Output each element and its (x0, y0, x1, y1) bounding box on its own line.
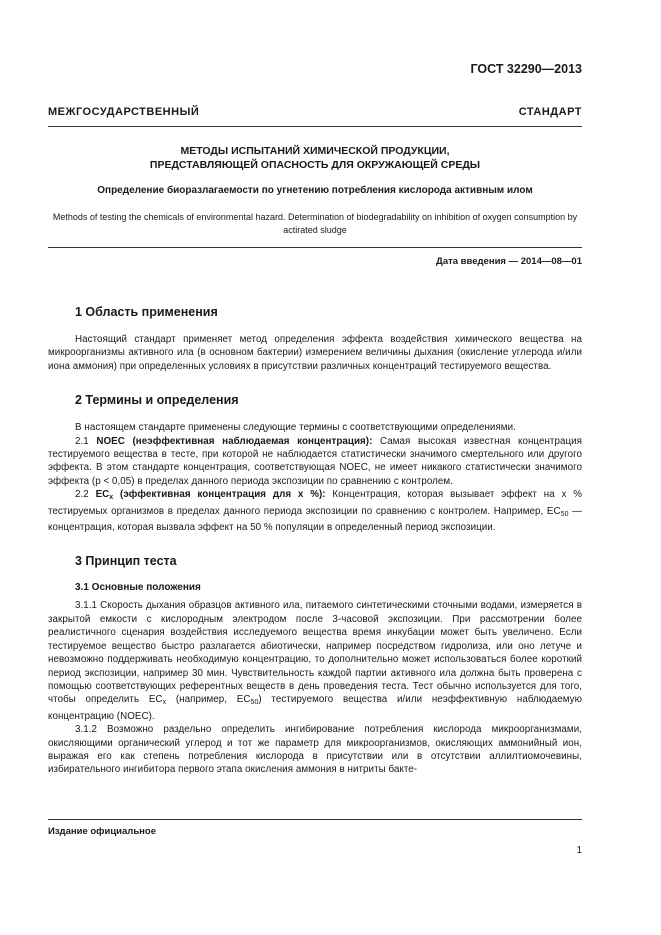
section-2-intro: В настоящем стандарте применены следующие термины с соответствующими определениями. (75, 422, 516, 434)
page-number: 1 (576, 845, 582, 856)
term-ecx: $EC_x$ (эффективная концентрация для x %): (95, 489, 326, 502)
section-1-heading: 1 Область применения (75, 305, 218, 319)
header-rule (48, 126, 582, 127)
standard-number: ГОСТ 32290—2013 (470, 62, 582, 76)
title-line-1: МЕТОДЫ ИСПЫТАНИЙ ХИМИЧЕСКОЙ ПРОДУКЦИИ, (180, 145, 450, 157)
introduction-date: Дата введения — 2014—08—01 (436, 256, 582, 267)
title-line-2: ПРЕДСТАВЛЯЮЩЕЙ ОПАСНОСТЬ ДЛЯ ОКРУЖАЮЩЕЙ СРЕДЫ (149, 159, 481, 171)
section-3-heading: 3 Принцип теста (75, 554, 177, 569)
section-3 (48, 554, 582, 776)
section-2 (48, 393, 582, 534)
document-body (48, 305, 582, 797)
document-title (48, 144, 582, 172)
footer-rule (48, 819, 582, 820)
title-rule (48, 247, 582, 248)
term-noec: NOEC (неэффективная наблюдаемая концентрация): (96, 435, 373, 447)
term-2-1: 2.1 NOEC (неэффективная наблюдаемая концентрация): Самая высокая известная концентрация тестируемого вещества в тесте, при которой не наблюдается статистически значимого смертельного или другого эффекта. В этом стандарте концентрация, соответствующая NOEC, не имеет никакого статистически значимого эффекта (p < 0,05) в пределах данного периода экспозиции по сравнению с контролем. (48, 435, 582, 487)
term-2-2: 2.2 $EC_x$ (эффективная концентрация для x %): Концентрация, которая вызывает эффект на x % тестируемых организмов в пределах данного периода экспозиции по сравнению с контролем. Например, $EC_{50}$ — концентрация, которая вызвала эффект на 50 % популяции в определенный период экспозиции. (48, 489, 583, 534)
document-subtitle: Определение биоразлагаемости по угнетению потребления кислорода активным илом (97, 185, 533, 196)
section-2-heading: 2 Термины и определения (75, 393, 239, 408)
section-1 (48, 305, 582, 373)
interstate-standard-banner: МЕЖГОСУДАРСТВЕННЫЙ СТАНДАРТ (48, 106, 582, 118)
paragraph-3-1-1: 3.1.1 Скорость дыхания образцов активного ила, питаемого синтетическими сточными водами, измеряется в закрытой емкости с кислородным электродом после 3-часовой экспозиции. При рассмотрении более реалистичного сценария воздействия исследуемого вещества время инкубации может быть увеличено. Если тестируемое вещество быстро разлагается абиотически, например посредством гидролиза, или оно летуче и невозможно поддерживать необходимую концентрацию, то дополнительно может использоваться более короткий период экспозиции, например 30 мин. Чувствительность каждой партии активного ила должна быть проверена с помощью соответствующих референтных веществ в день проведения теста. Тест обычно используется для того, чтобы определить $EC_x$ (например, $EC_{50}$) тестируемого вещества и/или неэффективную наблюдаемую концентрацию (NOEC). (48, 600, 582, 722)
subsection-3-1-heading: 3.1 Основные положения (75, 582, 201, 594)
paragraph-3-1-2: 3.1.2 Возможно раздельно определить ингибирование потребления кислорода микроорганизмами, окисляющими органический углерод и тот же параметр для микроорганизмов, окисляющих аммонийный ион, выражая его как степень потребления кислорода в присутствии или в отсутствии аллилтиомочевины, избирательного ингибитора первого этапа окисления аммония в нитриты бакте- (48, 724, 582, 776)
english-title: Methods of testing the chemicals of environmental hazard. Determination of biodegradability on inhibition of oxygen consumption by actirated sludge (52, 212, 578, 235)
official-edition-label: Издание официальное (48, 826, 156, 837)
section-1-paragraph: Настоящий стандарт применяет метод определения эффекта воздействия химического вещества на микроорганизмы активного ила (в основном бактерии) измерением величины дыхания (окисление углерода и/или иона аммония) при определенных условиях в присутствии различных концентраций тестируемого вещества. (48, 334, 582, 372)
